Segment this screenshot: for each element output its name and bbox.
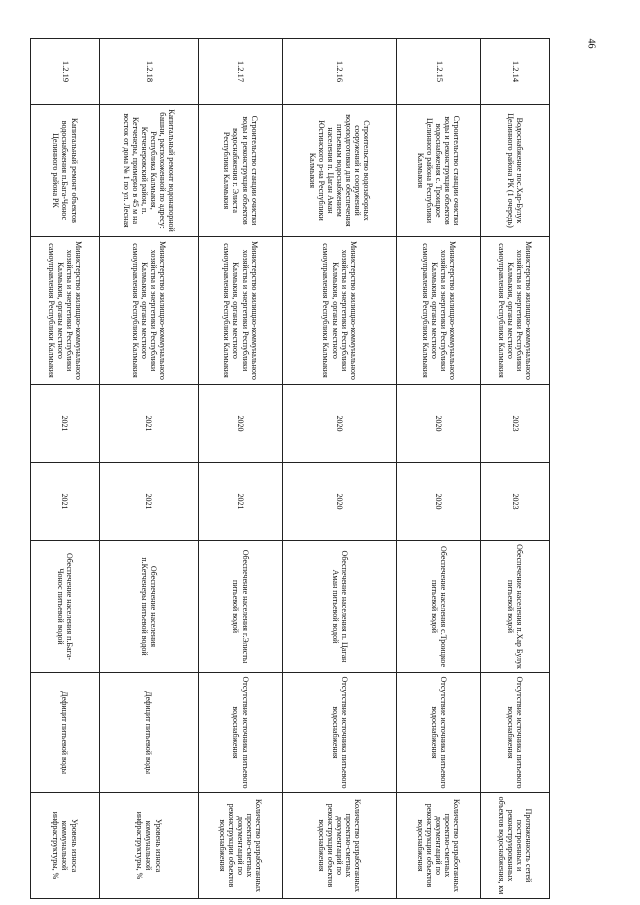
expected-result: Обеспечение населения г.Элисты питьевой водой: [199, 541, 283, 673]
risk: Дефицит питьевой воды: [99, 673, 198, 793]
table-row: [199, 39, 283, 899]
indicator: Количество разработанных проектно-сметных документаций по реконструкции объектов водоснабжения: [199, 793, 283, 899]
measure-name: Строительство водозаборных сооружений и сооружений водоподготовки для обеспечения питьевым водоснабжением населения п. Цаган Аман Юстинского р-на Республики Калмыкия: [282, 105, 396, 237]
measure-name: Капитальный ремонт водонапорной башни, расположенной по адресу: Республика Калмыкия, Кетченеровский район, п. Кетченеры, примерно в 45 м на восток от дома № 1 по ул. Лесная: [99, 105, 198, 237]
table-row: [282, 39, 396, 899]
page-number: 46: [585, 38, 597, 49]
row-number: 1.2.14: [481, 39, 550, 105]
start-year: 2020: [199, 385, 283, 463]
risk: Дефицит питьевой воды: [31, 673, 100, 793]
end-year: 2020: [397, 463, 481, 541]
row-number: 1.2.16: [282, 39, 396, 105]
executor: Министерство жилищно-коммунального хозяйства и энергетики Республики Калмыкия, органы местного самоуправления Республики Калмыкия: [282, 237, 396, 385]
row-number: 1.2.15: [397, 39, 481, 105]
row-number: 1.2.19: [31, 39, 100, 105]
start-year: 2023: [481, 385, 550, 463]
start-year: 2020: [282, 385, 396, 463]
indicator: Количество разработанных проектно-сметных документаций по реконструкции объектов водоснабжения: [282, 793, 396, 899]
measure-name: Капитальный ремонт объектов водоснабжения п.Бага-Чонос Целинного района РК: [31, 105, 100, 237]
table-row: [31, 39, 100, 899]
executor: Министерство жилищно-коммунального хозяйства и энергетики Республики Калмыкия, органы местного самоуправления Республики Калмыкия: [199, 237, 283, 385]
end-year: 2020: [282, 463, 396, 541]
measure-name: Водоснабжение пос.Хар-Булук Целинного района РК (1 очередь): [481, 105, 550, 237]
executor: Министерство жилищно-коммунального хозяйства и энергетики Республики Калмыкия, органы местного самоуправления Республики Калмыкия: [31, 237, 100, 385]
indicator: Уровень износа коммунальной инфраструктуры, %: [31, 793, 100, 899]
table-row: [397, 39, 481, 899]
row-number: 1.2.18: [99, 39, 198, 105]
executor: Министерство жилищно-коммунального хозяйства и энергетики Республики Калмыкия, органы местного самоуправления Республики Калмыкия: [99, 237, 198, 385]
end-year: 2021: [99, 463, 198, 541]
expected-result: Обеспечение населения п.Кетченеры питьевой водой: [99, 541, 198, 673]
start-year: 2020: [397, 385, 481, 463]
risk: Отсутствие источника питьевого водоснабжения: [282, 673, 396, 793]
executor: Министерство жилищно-коммунального хозяйства и энергетики Республики Калмыкия, органы местного самоуправления Республики Калмыкия: [397, 237, 481, 385]
program-measures-table: [30, 38, 550, 899]
table-row: [481, 39, 550, 899]
executor: Министерство жилищно-коммунального хозяйства и энергетики Республики Калмыкия, органы местного самоуправления Республики Калмыкия: [481, 237, 550, 385]
risk: Отсутствие источника питьевого водоснабжения: [397, 673, 481, 793]
indicator: Количество разработанных проектно-сметных документаций по реконструкции объектов водоснабжения: [397, 793, 481, 899]
start-year: 2021: [31, 385, 100, 463]
rotated-table-container: [30, 38, 550, 898]
start-year: 2021: [99, 385, 198, 463]
risk: Отсутствие источника питьевого водоснабжения: [199, 673, 283, 793]
expected-result: Обеспечение населения п.Бага-Чонос питьевой водой: [31, 541, 100, 673]
end-year: 2021: [199, 463, 283, 541]
expected-result: Обеспечение населения с.Троицкое питьевой водой: [397, 541, 481, 673]
expected-result: Обеспечение населения п.Хар Булук питьевой водой: [481, 541, 550, 673]
risk: Отсутствие источника питьевого водоснабжения: [481, 673, 550, 793]
row-number: 1.2.17: [199, 39, 283, 105]
indicator: Уровень износа коммунальной инфраструктуры, %: [99, 793, 198, 899]
end-year: 2023: [481, 463, 550, 541]
measure-name: Строительство станции очистки воды и реконструкция объектов водоснабжения г. Элиста Республики Калмыкия: [199, 105, 283, 237]
measure-name: Строительство станции очистки воды и реконструкция объектов водоснабжения с. Троицкое Целинного района Республики Калмыкия: [397, 105, 481, 237]
end-year: 2021: [31, 463, 100, 541]
expected-result: Обеспечение населения п. Цаган Аман питьевой водой: [282, 541, 396, 673]
indicator: Протяженность сетей построенных и реконструированных объектов водоснабжения, км: [481, 793, 550, 899]
table-row: [99, 39, 198, 899]
